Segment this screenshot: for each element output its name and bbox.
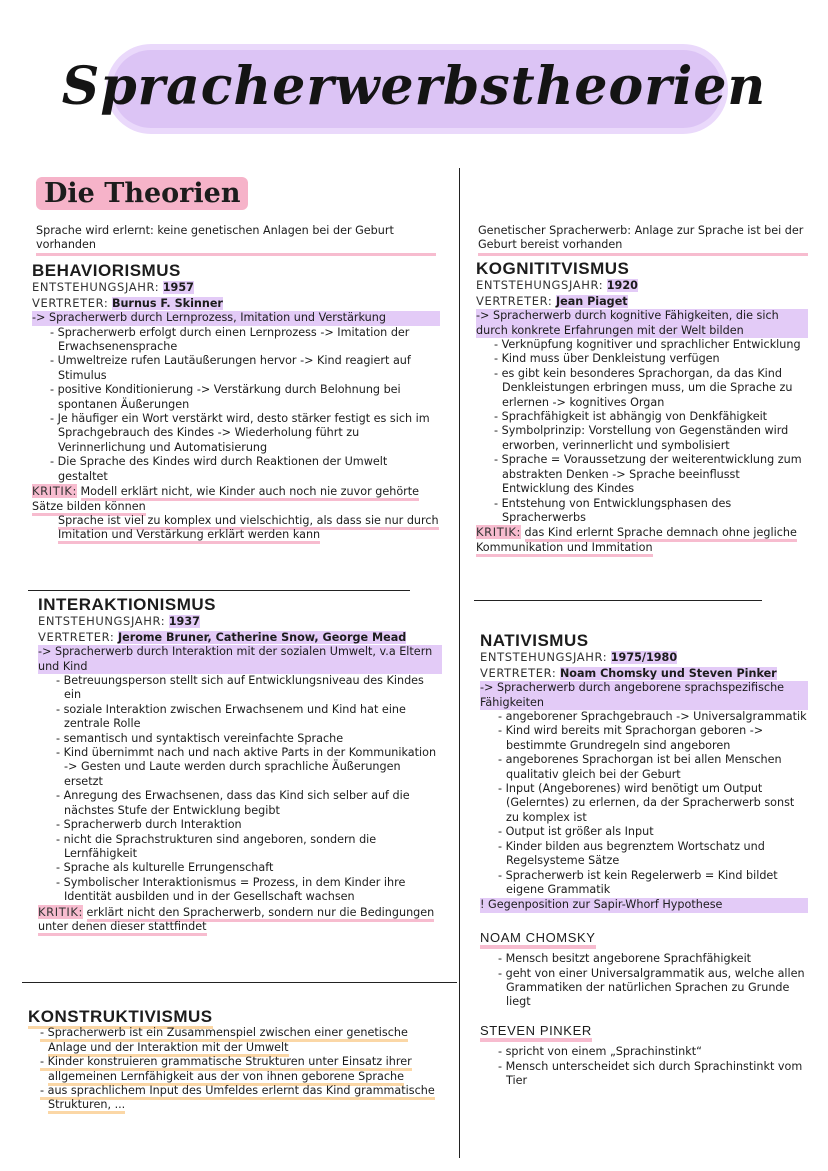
list-item: - nicht die Sprachstrukturen sind angeboren, sondern die Lernfähigkeit <box>56 832 377 860</box>
year-line <box>476 278 808 293</box>
behaviorismus-title: BEHAVIORISMUS <box>32 261 181 280</box>
list-item: - Symbolprinzip: Vorstellung von Gegenständen wird erworben, verinnerlicht und symbolisiert <box>494 424 789 452</box>
rep-line <box>32 296 440 311</box>
list-item: - Je häufiger ein Wort verstärkt wird, desto stärker festigt es sich im Sprachgebrauch des Kindes -> Wiederholung führt zu Verinnerlichung und Automatisierung <box>50 412 430 454</box>
list-item: - Spracherwerb erfolgt durch einen Lernprozess -> Imitation der Erwachsenensprache <box>50 325 410 354</box>
konstruktivismus-title-text: KONSTRUKTIVISMUS <box>28 1007 213 1029</box>
main-statement: -> Spracherwerb durch Lernprozess, Imitation und Verstärkung <box>32 311 440 325</box>
list-item: - Kinder bilden aus begrenztem Wortschatz und Regelsysteme Sätze <box>498 839 765 868</box>
list-item: - angeborener Sprachgebrauch -> Universalgrammatik <box>498 710 807 724</box>
list-item: - positive Konditionierung -> Verstärkung durch Belohnung bei spontanen Äußerungen <box>50 383 401 411</box>
year-line <box>38 614 442 629</box>
list-item: - Spracherwerb ist kein Regelerwerb = Kind bildet eigene Grammatik <box>498 868 778 896</box>
rep-label: VERTRETER: <box>476 293 553 308</box>
main-statement: -> Spracherwerb durch angeborene sprachspezifische Fähigkeiten <box>480 681 808 710</box>
note-line: ! Gegenposition zur Sapir-Whorf Hypothese <box>480 898 808 912</box>
list-item: - spricht von einem „Sprachinstinkt“ <box>498 1045 702 1059</box>
intro-left <box>36 224 436 256</box>
year-line <box>32 280 440 295</box>
rep-label: VERTRETER: <box>38 629 115 644</box>
kritik-line <box>32 484 440 514</box>
list-item: - Mensch unterscheidet sich durch Sprachinstinkt vom Tier <box>498 1059 803 1087</box>
divider-line <box>22 982 457 983</box>
list-item: - Symbolischer Interaktionismus = Prozess, in dem Kinder ihre Identität ausbilden und in der Gesellschaft wachsen <box>56 875 406 904</box>
kritik-text-2 <box>32 514 440 543</box>
list-item-text: - aus sprachlichem Input des Umfeldes erlernt das Kind grammatische Strukturen, ... <box>40 1084 435 1114</box>
konstruktivismus-section <box>28 1007 438 1113</box>
list-item <box>28 1055 438 1084</box>
kritik-text: das Kind erlernt Sprache demnach ohne jegliche Kommunikation und Immitation <box>476 526 797 556</box>
pinker-block <box>480 1024 808 1089</box>
kritik-line <box>476 525 808 555</box>
rep-value: Jean Piaget <box>555 294 628 308</box>
pinker-title: STEVEN PINKER <box>480 1024 592 1042</box>
list-item: - Kind muss über Denkleistung verfügen <box>494 352 720 366</box>
kognitivismus-section <box>476 259 808 555</box>
list-item: - Umweltreize rufen Lautäußerungen hervor -> Kind reagiert auf Stimulus <box>50 354 411 382</box>
year-value: 1957 <box>162 281 194 295</box>
list-item: - Mensch besitzt angeborene Sprachfähigkeit <box>498 952 752 966</box>
rep-line <box>38 630 442 645</box>
list-item: - Input (Angeborenes) wird benötigt um Output (Gelerntes) zu erlernen, da der Spracherwerb sonst zu komplex ist <box>498 782 795 824</box>
list-item: - Betreuungsperson stellt sich auf Entwicklungsniveau des Kindes ein <box>56 674 424 702</box>
list-item: - Sprache als kulturelle Errungenschaft <box>56 861 274 875</box>
list-item: - es gibt kein besonderes Sprachorgan, da das Kind Denkleistungen erbringen muss, um die Sprache zu erlernen -> kognitives Organ <box>494 366 793 409</box>
section-heading: Die Theorien <box>36 177 248 210</box>
list-item: - Spracherwerb durch Interaktion <box>56 818 242 832</box>
list-item <box>28 1084 438 1113</box>
column-divider <box>459 168 460 1158</box>
list-item: - Anregung des Erwachsenen, dass das Kind sich selber auf die nächstes Stufe der Entwicklung begibt <box>56 789 410 817</box>
divider-line <box>474 600 762 601</box>
interaktionismus-section <box>38 595 442 934</box>
rep-value: Jerome Bruner, Catherine Snow, George Mead <box>117 630 407 644</box>
list-item: - Die Sprache des Kindes wird durch Reaktionen der Umwelt gestaltet <box>50 455 388 483</box>
rep-label: VERTRETER: <box>480 665 557 680</box>
year-label: ENTSTEHUNGSJAHR: <box>480 650 608 665</box>
list-item: - Verknüpfung kognitiver und sprachlicher Entwicklung <box>494 338 801 352</box>
kritik-line <box>38 905 442 935</box>
list-item: - angeborenes Sprachorgan ist bei allen Menschen qualitativ gleich bei der Geburt <box>498 753 782 781</box>
rep-value: Noam Chomsky und Steven Pinker <box>559 666 777 680</box>
list-item: - soziale Interaktion zwischen Erwachsenem und Kind hat eine zentrale Rolle <box>56 702 406 731</box>
list-item: - semantisch und syntaktisch vereinfachte Sprache <box>56 731 344 745</box>
year-label: ENTSTEHUNGSJAHR: <box>38 614 166 629</box>
main-statement: -> Spracherwerb durch Interaktion mit der sozialen Umwelt, v.a Eltern und Kind <box>38 645 442 674</box>
year-label: ENTSTEHUNGSJAHR: <box>32 280 160 295</box>
list-item: - Sprachfähigkeit ist abhängig von Denkfähigkeit <box>494 410 768 424</box>
interaktionismus-title: INTERAKTIONISMUS <box>38 595 216 614</box>
main-statement: -> Spracherwerb durch kognitive Fähigkeiten, die sich durch konkrete Erfahrungen mit der Welt bilden <box>476 309 808 338</box>
year-line <box>480 650 808 665</box>
behaviorismus-section <box>32 261 440 543</box>
chomsky-block <box>480 931 808 1010</box>
nativismus-section <box>480 631 808 1088</box>
chomsky-title: NOAM CHOMSKY <box>480 931 596 949</box>
kritik-label: KRITIK: <box>38 904 83 919</box>
rep-line <box>480 666 808 681</box>
intro-right-text: Genetischer Spracherwerb: Anlage zur Sprache ist bei der Geburt bereist vorhanden <box>478 224 808 256</box>
list-item <box>28 1026 438 1055</box>
rep-label: VERTRETER: <box>32 295 109 310</box>
list-item: - Kind übernimmt nach und nach aktive Parts in der Kommunikation -> Gesten und Laute werden durch sprachliche Äußerungen ersetzt <box>56 746 437 788</box>
intro-right <box>478 224 808 256</box>
list-item: - geht von einer Universalgrammatik aus, welche allen Grammatiken der natürlichen Sprachen zu Grunde liegt <box>498 966 805 1009</box>
divider-line <box>28 590 410 591</box>
kritik-label: KRITIK: <box>476 525 521 540</box>
list-item-text: - Kinder konstruieren grammatische Strukturen unter Einsatz ihrer allgemeinen Lernfähigkeit aus der von ihnen geborene Sprache <box>40 1055 412 1085</box>
nativismus-title: NATIVISMUS <box>480 631 589 650</box>
list-item: - Output ist größer als Input <box>498 825 654 839</box>
kritik-text: erklärt nicht den Spracherwerb, sondern nur die Bedingungen unter denen dieser stattfindet <box>38 906 434 936</box>
konstruktivismus-title <box>28 1007 438 1026</box>
title-banner <box>0 42 828 134</box>
kognitivismus-title: KOGNITITVISMUS <box>476 259 630 278</box>
list-item: - Entstehung von Entwicklungsphasen des Spracherwerbs <box>494 496 732 524</box>
list-item: - Sprache = Voraussetzung der weiterentwicklung zum abstrakten Denken -> Sprache beeinflusst Entwicklung des Kindes <box>494 453 802 496</box>
page-title: Spracherwerbstheorien <box>61 56 767 117</box>
intro-left-text: Sprache wird erlernt: keine genetischen Anlagen bei der Geburt vorhanden <box>36 224 436 256</box>
kritik-text-2-content: Sprache ist viel zu komplex und vielschichtig, als dass sie nur durch Imitation und Verstärkung erklärt werden kann <box>58 514 439 544</box>
kritik-text: Modell erklärt nicht, wie Kinder auch noch nie zuvor gehörte Sätze bilden können <box>32 485 419 515</box>
list-item-text: - Spracherwerb ist ein Zusammenspiel zwischen einer genetische Anlage und der Interaktion mit der Umwelt <box>40 1026 408 1056</box>
list-item: - Kind wird bereits mit Sprachorgan geboren -> bestimmte Grundregeln sind angeboren <box>498 724 764 752</box>
rep-line <box>476 294 808 309</box>
kritik-label: KRITIK: <box>32 484 77 499</box>
year-value: 1937 <box>168 615 200 629</box>
year-value: 1975/1980 <box>610 651 678 665</box>
year-value: 1920 <box>606 279 638 293</box>
year-label: ENTSTEHUNGSJAHR: <box>476 278 604 293</box>
rep-value: Burnus F. Skinner <box>111 296 223 310</box>
